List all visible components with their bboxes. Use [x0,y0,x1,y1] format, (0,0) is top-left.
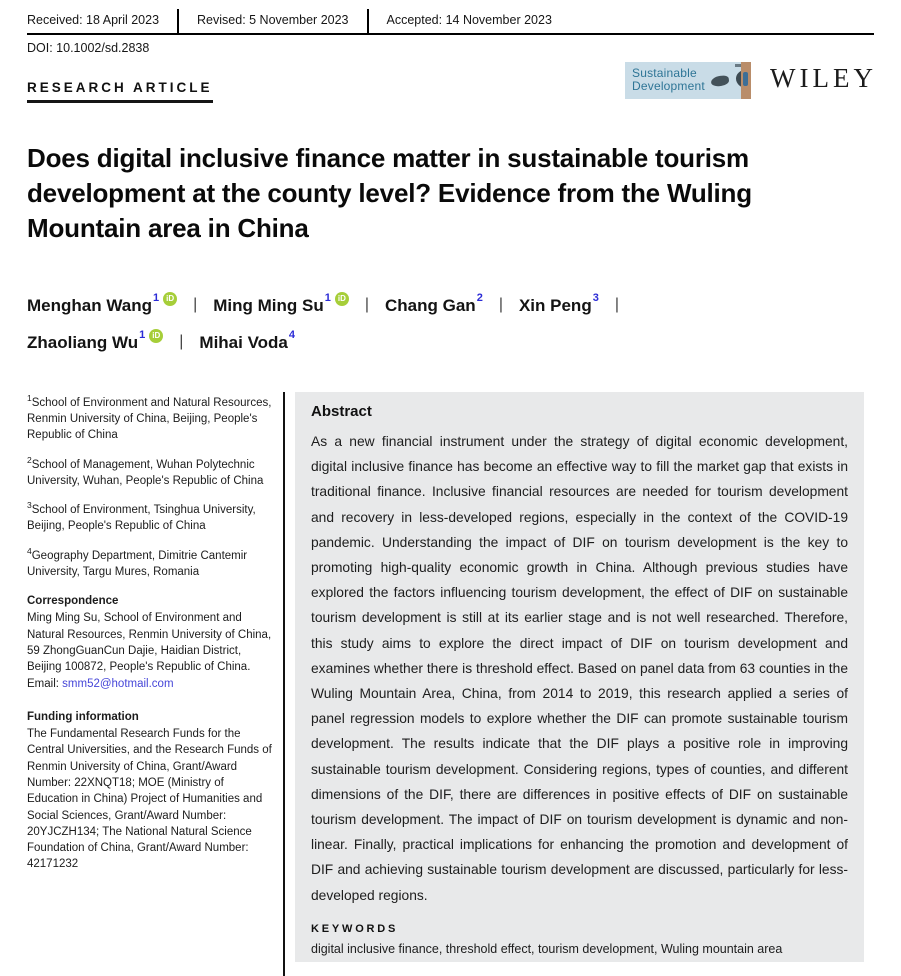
page-title: Does digital inclusive finance matter in sustainable tourism development at the county level? Evidence from the Wuling Mountain area in China [27,143,752,243]
publisher-wordmark: WILEY [770,63,877,93]
keywords-text: digital inclusive finance, threshold effect, tourism development, Wuling mountain area [311,941,783,956]
author-affiliation-sup: 1 [152,291,160,304]
correspondence-section [27,593,275,693]
manuscript-dates [27,9,874,33]
affiliation-text: School of Environment, Tsinghua University, Beijing, People's Republic of China [27,503,256,533]
author [27,328,163,355]
accepted-date: Accepted: 14 November 2023 [386,13,552,27]
abstract-panel [295,392,864,962]
author-affiliation-sup: 1 [324,291,331,304]
affiliation [27,390,275,444]
author-name: Chang Gan [385,295,476,315]
journal-name-line1: Sustainable [632,66,697,80]
affiliation-sup: 4 [27,545,32,556]
abstract-text: As a new financial instrument under the strategy of digital economic development, digital inclusive finance has become an effective way to fill the market gap that exists in traditional finance. Inclusive financial resources are needed for tourism development and recovery in less-developed regions, especially in the context of the COVID-19 pandemic. Understanding the impact of DIF on tourism development is the key to promoting high-quality economic growth in China. Although previous studies have explored the factors influencing tourism development, the effect of DIF on sustainable tourism development is still at its earlier stage and is not well researched. Therefore, this study aims to explore the direct impact of DIF on tourism development and examines whether there is threshold effect. Based on panel data from 63 counties in the Wuling Mountain Area, China, from 2014 to 2019, this research applied a series of panel regression models to explore whether the DIF can promote sustainable tourism development. The results indicate that the DIF plays a positive role in improving sustainable tourism development. Considering regions, types of counties, and different dimensions of the DIF, there are differences in positive effects of DIF on sustainable tourism development. The impact of DIF on tourism development is dynamic and non-linear. Finally, practical implications for enhancing the promotion and development of DIF and achieving sustainable tourism development are discussed, particularly for less-developed regions. [311,434,848,903]
doi: DOI: 10.1002/sd.2838 [27,41,150,55]
article-info-column [27,390,275,873]
keywords-heading: KEYWORDS [311,922,399,935]
abstract-heading: Abstract [311,403,372,420]
funding-heading: Funding information [27,710,139,723]
affiliation-sup: 1 [27,393,32,403]
correspondence-heading: Correspondence [27,594,119,607]
author-separator: | [614,295,619,313]
journal-name [625,62,709,99]
affiliation [27,452,275,489]
revised-date: Revised: 5 November 2023 [197,13,349,27]
affiliation-text: School of Environment and Natural Resources, Renmin University of China, Beijing, People's Republic of China [27,396,272,442]
orcid-icon[interactable]: iD [149,329,163,343]
journal-cover-thumbnail[interactable] [625,62,751,99]
affiliation-text: Geography Department, Dimitrie Cantemir University, Targu Mures, Romania [27,549,248,578]
affiliation-sup: 3 [27,500,32,511]
funding-text: The Fundamental Research Funds for the Central Universities, and the Research Funds of Renmin University of China, Grant/Award Number: 22XNQT18; MOE (Ministry of Education in China) Project of Humanities and Social Sciences, Grant/Award Number: 20YJCZH134; The National Natural Science Foundation of China, Grant/Award Number: 42171232 [27,728,272,871]
affiliation-sup: 2 [27,454,32,465]
author-separator: | [179,332,184,350]
cover-side-strip [741,62,751,99]
author-separator: | [193,295,198,313]
author [213,291,349,318]
date-divider [367,9,369,33]
orcid-icon[interactable]: iD [163,292,177,306]
author-separator: | [498,295,503,313]
email-link[interactable]: smm52@hotmail.com [62,678,174,691]
author-affiliation-sup: 4 [288,328,296,341]
correspondence-text: Ming Ming Su, School of Environment and Natural Resources, Renmin University of China, 59 ZhongGuanCun Dajie, Haidian District, Beijing 100872, People's Republic of China. [27,612,272,674]
article-type-label: RESEARCH ARTICLE [27,80,213,103]
author-name: Menghan Wang [27,295,152,315]
author-list [27,292,847,366]
email-label: Email: [27,678,63,691]
journal-name-line2: Development [632,79,705,93]
author [518,291,599,318]
author-row [27,292,847,319]
date-divider [177,9,179,33]
author [199,328,296,355]
author-name: Mihai Voda [199,332,288,352]
column-divider [283,392,285,976]
author-name: Zhaoliang Wu [27,332,139,352]
affiliation [27,497,275,534]
funding-section [27,709,275,873]
author-affiliation-sup: 2 [476,291,483,304]
journal-cover-art [709,62,741,99]
author [27,291,177,318]
author-affiliation-sup: 1 [139,328,146,341]
cover-animal-icon [710,75,729,87]
cover-strip-icon [743,72,748,86]
affiliation-text: School of Management, Wuhan Polytechnic University, Wuhan, People's Republic of China [27,458,264,487]
author-affiliation-sup: 3 [592,291,599,304]
orcid-icon[interactable]: iD [335,292,349,306]
author-name: Xin Peng [518,295,592,315]
author [385,291,483,318]
received-date: Received: 18 April 2023 [27,13,160,27]
affiliation [27,543,275,580]
author-row [27,329,847,356]
author-name: Ming Ming Su [213,295,324,315]
email-line [27,676,275,692]
header-rule [27,33,874,35]
author-separator: | [364,295,370,313]
